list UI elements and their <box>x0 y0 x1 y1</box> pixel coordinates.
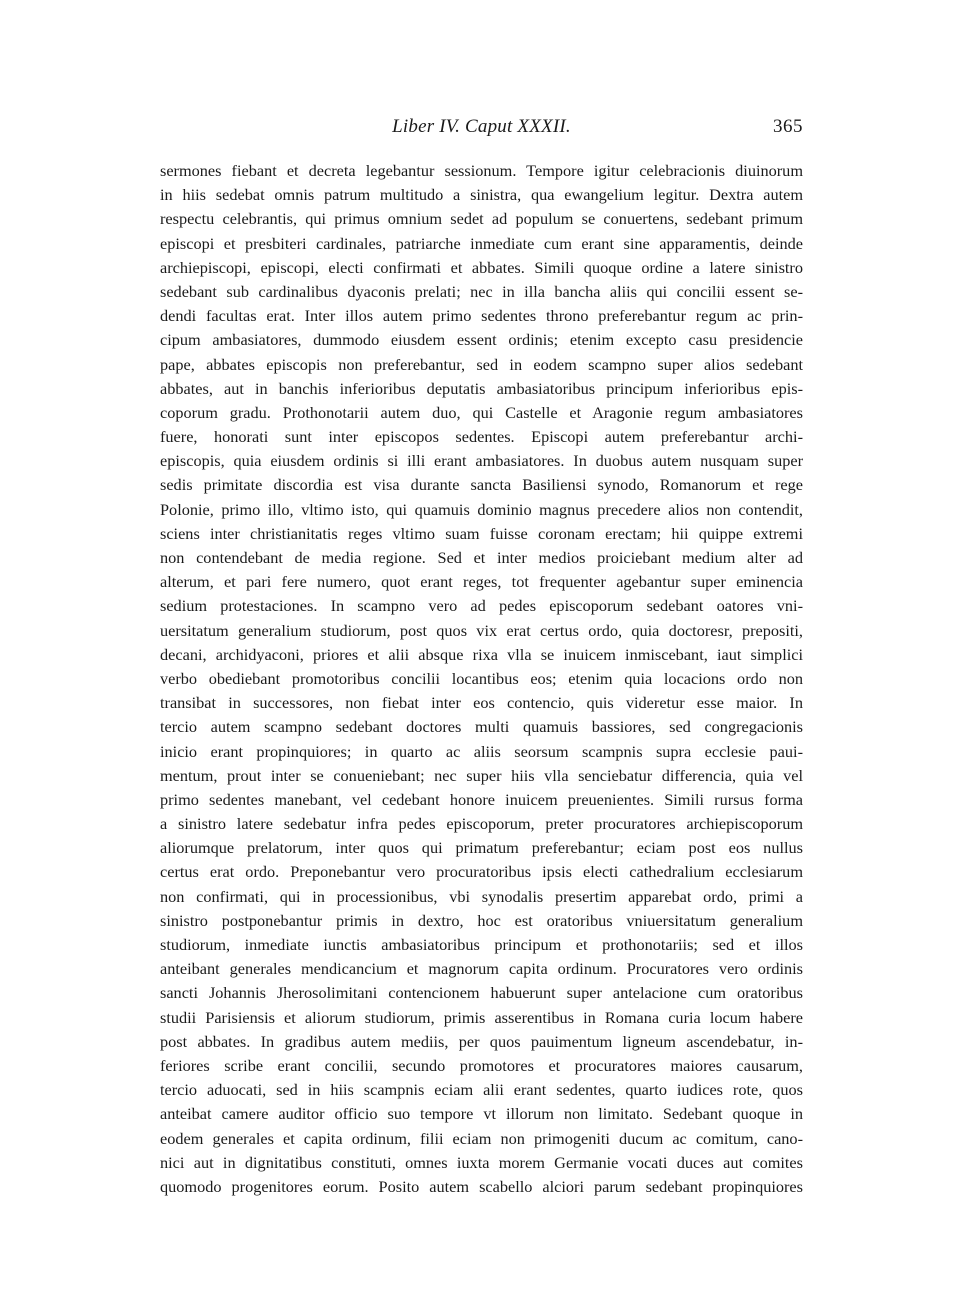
text-line: tercio aduocati, sed in hiis scampnis eciam alii erant sedentes, quarto iudices rote, quos <box>160 1080 803 1100</box>
text-line: aliorumque prelatorum, inter quos qui primatum preferebantur; eciam post eos nullus <box>160 838 803 858</box>
text-line: episcopi et presbiteri cardinales, patriarche inmediate cum erant sine apparamentis, deinde <box>160 233 803 253</box>
text-line: post abbates. In gradibus autem mediis, per quos pauimentum ligneum ascendebatur, in- <box>160 1031 803 1051</box>
text-line: decani, archidyaconi, priores et alii absque rixa vlla se inuicem inmiscebant, iaut simplici <box>160 644 803 664</box>
text-line: quomodo progenitores eorum. Posito autem scabello alciori parum sedebant propinquiores <box>160 1176 803 1196</box>
text-line: transibat in successores, non fiebat inter eos contencio, quis videretur esse maior. In <box>160 693 803 713</box>
text-line: feriores scribe erant concilii, secundo promotores et procuratores maiores causarum, <box>160 1055 803 1075</box>
text-line: cipum ambasiatores, dummodo eiusdem essent ordinis; etenim excepto casu presidencie <box>160 330 803 350</box>
text-line: nici aut in dignitatibus constituti, omnes iuxta morem Germanie vocati duces aut comites <box>160 1152 803 1172</box>
running-head <box>160 116 803 146</box>
text-line: sedebant sub cardinalibus dyaconis prelati; nec in illa bancha aliis qui concilii essent se- <box>160 281 803 301</box>
text-line: sermones fiebant et decreta legebantur sessionum. Tempore igitur celebracionis diuinorum <box>160 161 803 180</box>
text-line: a sinistro latere sedebatur infra pedes episcoporum, preter procuratores archiepiscoporum <box>160 814 803 834</box>
text-line: anteibat camere auditor officio suo tempore vt illorum non limitato. Sedebant quoque in <box>160 1104 803 1124</box>
text-line: verbo obediebant promotoribus concilii locantibus eos; etenim quia locacions ordo non <box>160 668 803 688</box>
text-line: sedium protestaciones. In scampno vero ad pedes episcoporum sedebant oatores vni- <box>160 596 803 616</box>
text-line: in hiis sedebat omnis patrum multitudo a sinistra, qua ewangelium legitur. Dextra autem <box>160 185 803 205</box>
text-line: studiorum, inmediate iunctis ambasiatoribus principum et prothonotariis; sed et illos <box>160 935 803 954</box>
text-line: sciens inter christianitatis reges vltimo suam fuisse coronam erectam; hii quippe extremi <box>160 523 803 543</box>
text-line: non confirmati, qui in processionibus, vbi synodalis presertim apparebat ordo, primi a <box>160 886 803 906</box>
text-line: fuere, honorati sunt inter episcopos sedentes. Episcopi autem preferebantur archi- <box>160 427 803 447</box>
page-number: 365 <box>773 116 803 137</box>
text-line: anteibant generales mendicancium et magnorum capita ordinum. Procuratores vero ordinis <box>160 959 803 979</box>
text-line: abbates, aut in banchis inferioribus deputatis ambasiatoribus principum inferioribus epis- <box>160 378 803 398</box>
running-title: Liber IV. Caput XXXII. <box>392 116 571 137</box>
text-line: sinistro postponebantur primis in dextro, hoc est oratoribus vniuersitatum generalium <box>160 910 803 930</box>
text-line: studii Parisiensis et aliorum studiorum, primis asserentibus in Romana curia locum habere <box>160 1007 803 1027</box>
text-line: alterum, et pari fere numero, quot erant reges, tot frequenter agebantur super eminencia <box>160 572 803 592</box>
text-line: coporum gradu. Prothonotarii autem duo, qui Castelle et Aragonie regum ambasiatores <box>160 402 803 422</box>
text-line: uersitatum generalium studiorum, post quos vix erat certus ordo, quia doctoresr, prepositi, <box>160 620 803 640</box>
text-line: sancti Johannis Jherosolimitani contencionem habuerunt super antelacione cum oratoribus <box>160 983 803 1003</box>
text-line: archiepiscopi, episcopi, electi confirmati et abbates. Simili quoque ordine a latere sinistro <box>160 257 803 277</box>
text-line: dendi facultas erat. Inter illos autem primo sedentes throno preferebantur regum ac prin- <box>160 306 803 326</box>
text-line: tercio autem scampno sedebant doctores multi quamuis bassiores, sed congregacionis <box>160 717 803 737</box>
text-line: certus erat ordo. Preponebantur vero procuratoribus ipsis electi cathedralium ecclesiarum <box>160 862 803 882</box>
text-line: non contendebant de media regione. Sed et inter medios proiciebant medium alter ad <box>160 548 803 567</box>
text-line: pape, abbates episcopis non preferebantur, sed in eodem scampno super alios sedebant <box>160 354 803 374</box>
text-line: sedis primitate discordia est visa durante sancta Basiliensi synodo, Romanorum et rege <box>160 475 803 495</box>
text-line: eodem generales et capita ordinum, filii eciam non primogeniti ducum ac comitum, cano- <box>160 1128 803 1148</box>
text-line: Polonie, primo illo, vltimo isto, qui quamuis dominio magnus precedere alios non contendit, <box>160 499 803 519</box>
body-text <box>160 159 803 1199</box>
text-line: primo sedentes manebant, vel cedebant honore inuicem preuenientes. Simili rursus forma <box>160 789 803 809</box>
text-line: mentum, prout inter se conueniebant; nec super hiis vlla senciebatur differencia, quia vel <box>160 765 803 785</box>
text-line: respectu celebrantis, qui primus omnium sedet ad populum se conuertens, sedebant primum <box>160 209 803 229</box>
text-line: episcopis, quia eiusdem ordinis si illi erant ambasiatores. In duobus autem nusquam super <box>160 451 803 471</box>
text-line: inicio erant propinquiores; in quarto ac aliis seorsum scampnis supra ecclesie paui- <box>160 741 803 761</box>
